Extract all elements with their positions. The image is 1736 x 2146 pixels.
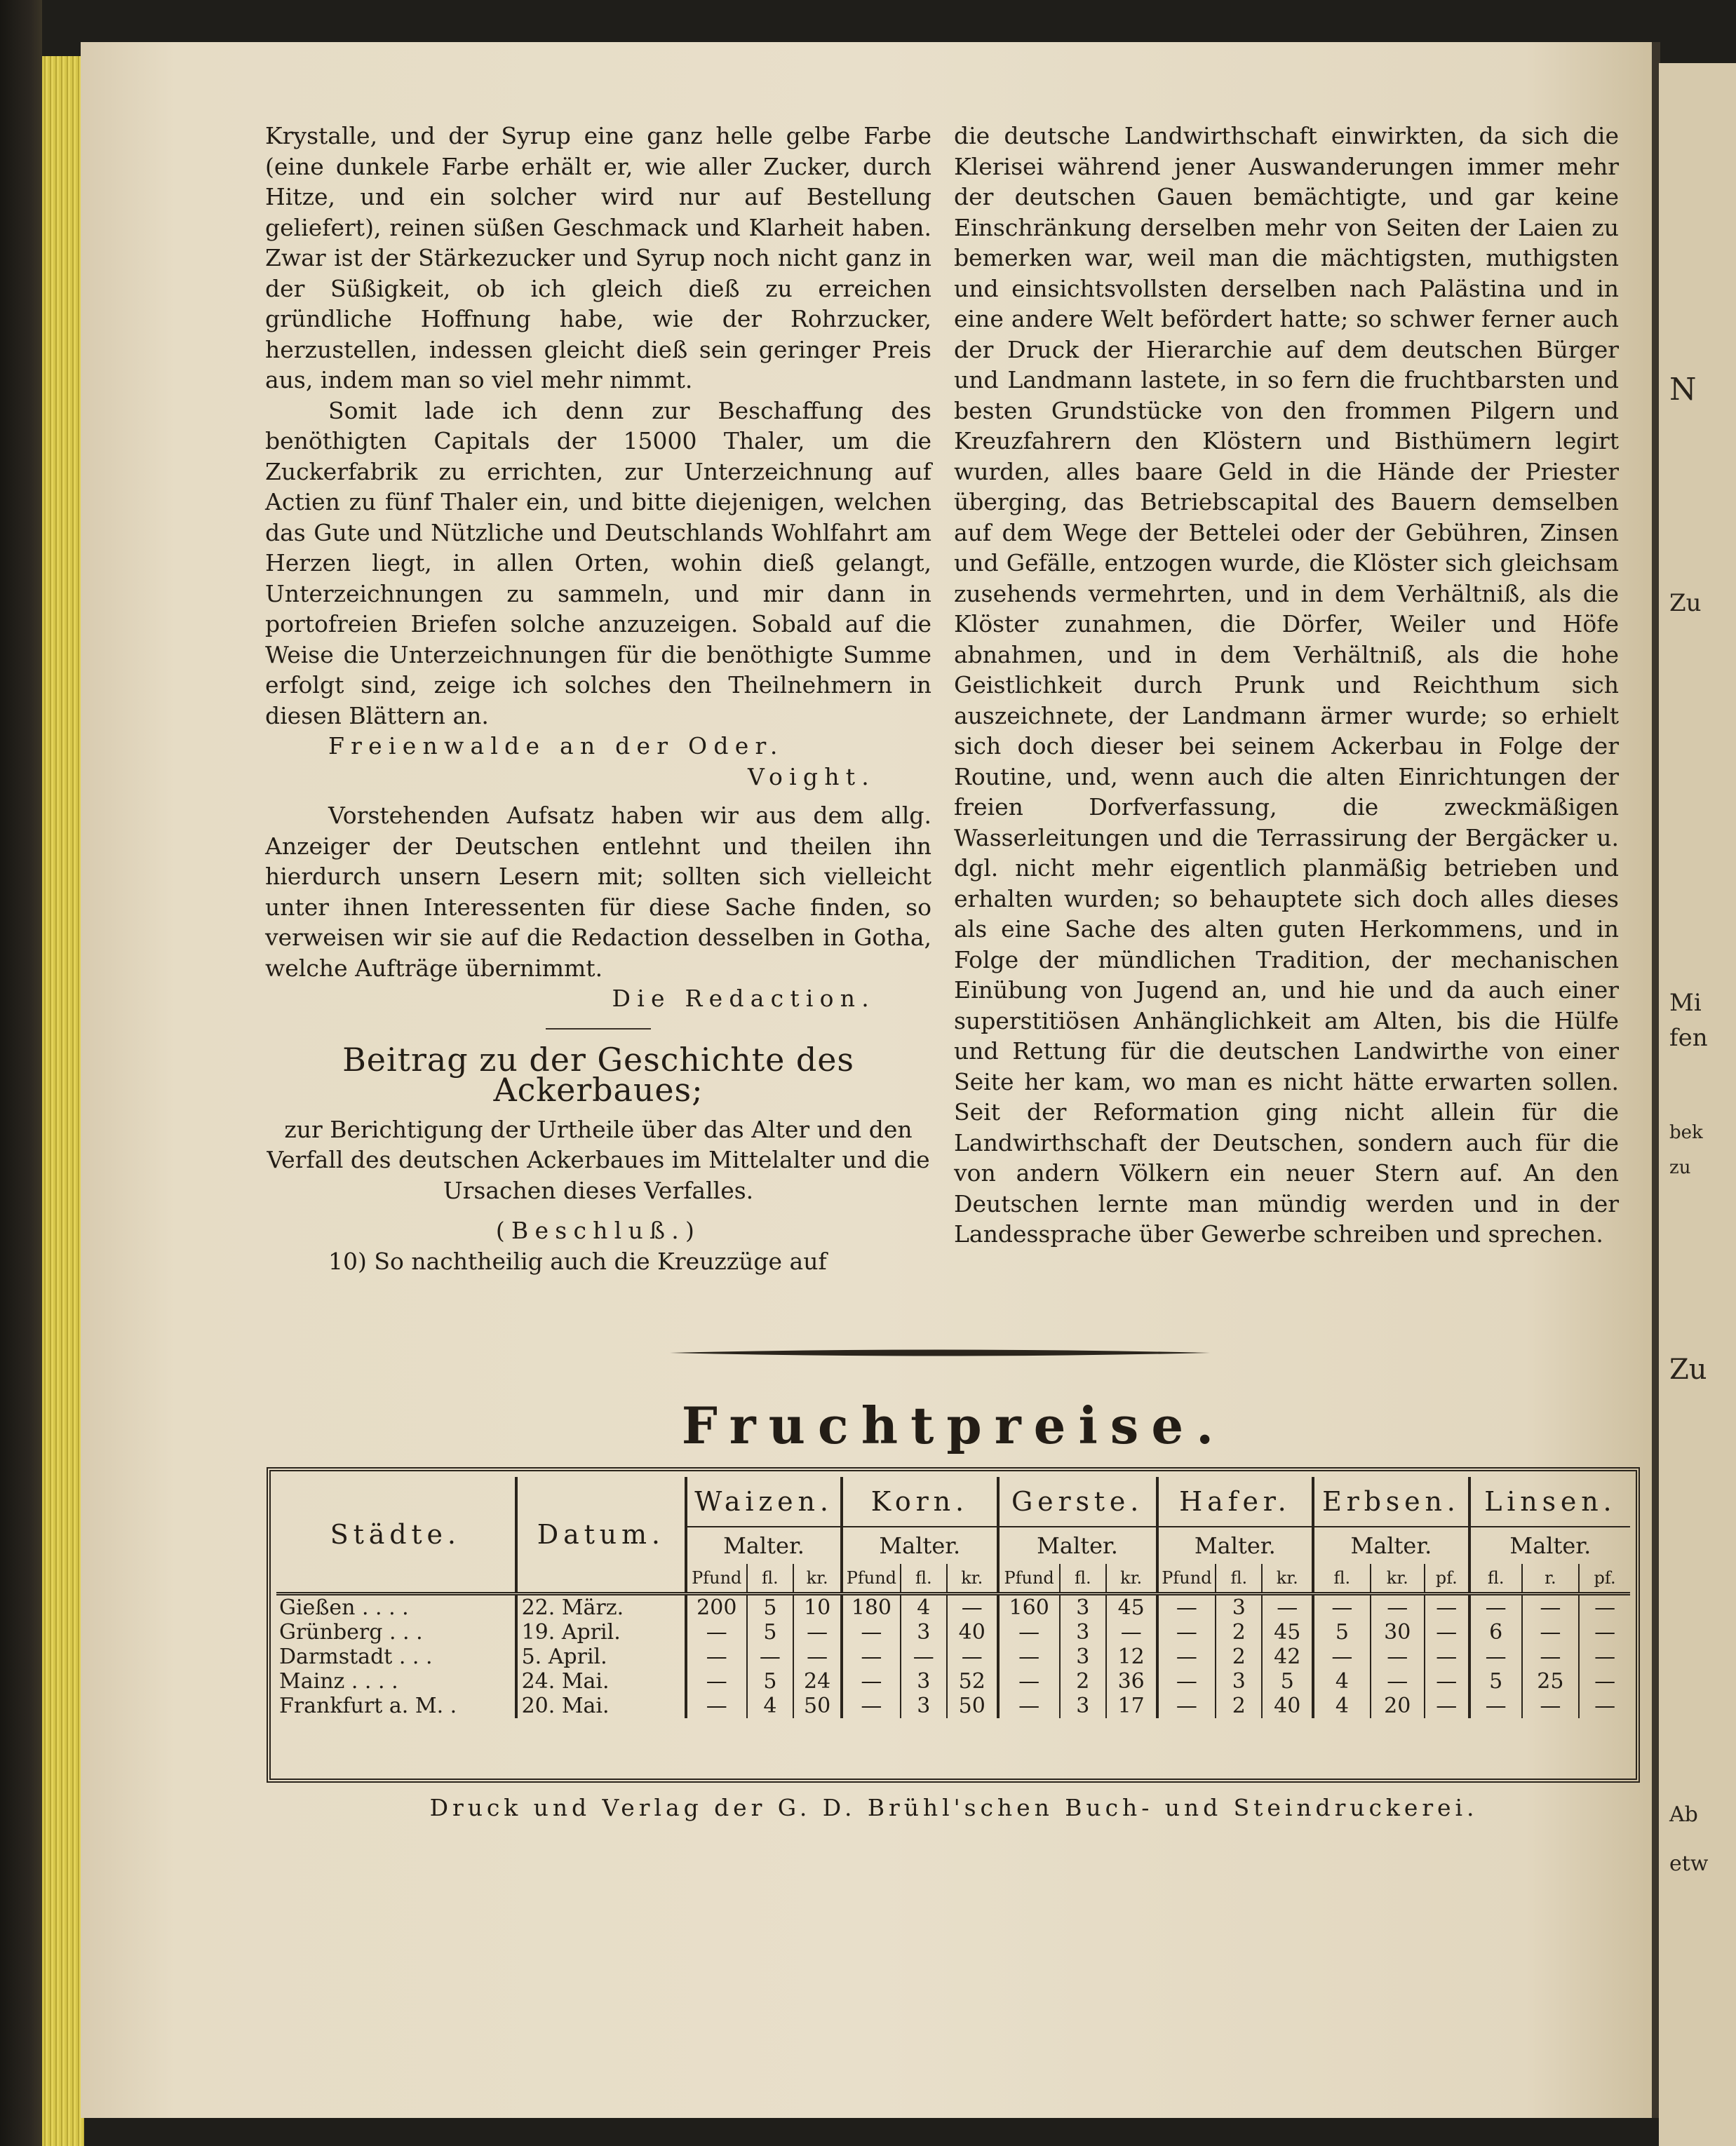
date-cell: 20. Mai. [516,1694,686,1718]
price-cell: — [1522,1620,1580,1645]
price-cell: 6 [1469,1620,1522,1645]
subheader: pf. [1425,1564,1469,1594]
price-cell: 3 [1060,1645,1106,1669]
prices-table [276,1477,1630,1718]
subheader: kr. [1106,1564,1157,1594]
price-cell: — [1313,1645,1371,1669]
header-unit: Malter. [998,1527,1157,1564]
price-cell: — [998,1620,1060,1645]
price-cell: 160 [998,1594,1060,1621]
header-unit: Malter. [686,1527,842,1564]
price-cell: 40 [1262,1694,1313,1718]
price-cell: 3 [1060,1594,1106,1621]
price-cell: — [1522,1645,1580,1669]
price-cell: — [1157,1620,1216,1645]
price-cell: — [947,1645,998,1669]
price-cell: 5 [1262,1669,1313,1694]
subheader: fl. [901,1564,947,1594]
price-cell: — [1579,1620,1630,1645]
price-cell: 4 [1313,1694,1371,1718]
editorial-note: Vorstehenden Aufsatz haben wir aus dem allg. Anzeiger der Deutschen entlehnt und theilen ihn hierdurch unsern Lesern mit; sollten sich vielleicht unter ihnen Interessenten für diese Sache finden, so verweisen wir sie auf die Redaction desselben in Gotha, welche Aufträge übernimmt. [265,802,931,982]
price-cell: 2 [1216,1620,1262,1645]
header-unit: Malter. [842,1527,998,1564]
price-cell: — [1469,1645,1522,1669]
price-cell: — [998,1694,1060,1718]
gilded-page-edge [42,56,84,2146]
price-cell: — [901,1645,947,1669]
place-line: Freienwalde an der Oder. [328,732,784,760]
price-cell: — [842,1669,901,1694]
header-grain: Gerste. [998,1477,1157,1527]
price-cell: 36 [1106,1669,1157,1694]
price-cell: — [686,1694,747,1718]
price-cell: 25 [1522,1669,1580,1694]
price-cell: 5 [1313,1620,1371,1645]
facing-page-fragment: N [1669,372,1697,407]
price-cell: — [686,1669,747,1694]
signature: Voight. [747,762,875,790]
header-grain: Waizen. [686,1477,842,1527]
price-cell: — [1579,1594,1630,1621]
price-cell: — [1157,1645,1216,1669]
subheader: kr. [1262,1564,1313,1594]
price-cell: 24 [793,1669,842,1694]
header-grain: Korn. [842,1477,998,1527]
subheader: Pfund [1157,1564,1216,1594]
city-cell: Gießen . . . . [276,1594,516,1621]
left-column [265,121,931,1276]
right-column [954,121,1619,1250]
editorial-signature: Die Redaction. [612,985,875,1012]
price-cell: 12 [1106,1645,1157,1669]
facing-page-fragment: Zu [1669,1354,1707,1386]
price-cell: — [1371,1669,1425,1694]
table-row [276,1645,1630,1669]
price-cell: 200 [686,1594,747,1621]
price-cell: — [1579,1694,1630,1718]
price-cell: — [1425,1669,1469,1694]
subheader: kr. [1371,1564,1425,1594]
date-cell: 5. April. [516,1645,686,1669]
header-date: Datum. [516,1477,686,1594]
header-unit: Malter. [1157,1527,1314,1564]
subheader: Pfund [998,1564,1060,1594]
date-cell: 24. Mai. [516,1669,686,1694]
price-cell: 3 [901,1669,947,1694]
price-cell: 30 [1371,1620,1425,1645]
price-cell: — [947,1594,998,1621]
price-cell: — [747,1645,794,1669]
subheader: fl. [747,1564,794,1594]
price-cell: — [1522,1594,1580,1621]
header-grain: Hafer. [1157,1477,1314,1527]
price-cell: 5 [747,1594,794,1621]
price-cell: 50 [947,1694,998,1718]
price-cell: 3 [1216,1594,1262,1621]
price-cell: — [1579,1669,1630,1694]
subheader: fl. [1216,1564,1262,1594]
facing-page-fragment: etw [1669,1851,1709,1876]
price-cell: — [998,1645,1060,1669]
facing-page-fragment: zu [1669,1157,1691,1178]
price-cell: 4 [901,1594,947,1621]
subheader: kr. [793,1564,842,1594]
header-cities: Städte. [330,1519,461,1550]
price-cell: 3 [901,1620,947,1645]
price-cell: — [1157,1669,1216,1694]
facing-page-fragment: Ab [1669,1802,1698,1827]
price-cell: 3 [1060,1694,1106,1718]
facing-page-fragment: fen [1669,1024,1708,1052]
price-cell: — [1425,1594,1469,1621]
prices-title: Fruchtpreise. [681,1396,1227,1455]
price-cell: — [1469,1594,1522,1621]
price-cell: 20 [1371,1694,1425,1718]
price-cell: 5 [747,1620,794,1645]
price-cell: — [1371,1645,1425,1669]
table-row [276,1594,1630,1621]
table-row [276,1694,1630,1718]
price-cell: — [1157,1694,1216,1718]
facing-page-fragment: Mi [1669,989,1702,1017]
price-rows [276,1594,1630,1719]
subheader: Pfund [842,1564,901,1594]
paragraph: Somit lade ich denn zur Beschaffung des benöthigten Capitals der 15000 Thaler, um die Zuckerfabrik zu errichten, zur Unterzeichnung auf Actien zu fünf Thaler ein, und bitte diejenigen, welchen das Gute und Nützliche und Deutschlands Wohlfahrt am Herzen liegt, in allen Orten, wohin dieß gelangt, Unterzeichnungen zu sammeln, und mir dann in portofreien Briefen solche anzuzeigen. Sobald auf die Weise die Unterzeichnungen für die benöthigte Summe erfolgt sind, zeige ich solches den Theilnehmern in diesen Blättern an. [265,396,931,729]
price-cell: 5 [1469,1669,1522,1694]
subheader: fl. [1060,1564,1106,1594]
conclusion-marker: (Beschluß.) [495,1217,701,1244]
date-cell: 22. März. [516,1594,686,1621]
city-cell: Frankfurt a. M. . [279,1694,457,1718]
subheader: pf. [1579,1564,1630,1594]
subheader: fl. [1469,1564,1522,1594]
price-cell: 2 [1060,1669,1106,1694]
price-cell: — [842,1645,901,1669]
imprint: Druck und Verlag der G. D. Brühl'schen Buch- und Steindruckerei. [429,1794,1479,1821]
price-cell: — [1157,1594,1216,1621]
table-row [276,1620,1630,1645]
header-unit: Malter. [1469,1527,1630,1564]
price-cell: — [686,1645,747,1669]
price-cell: — [1313,1594,1371,1621]
section-rule [546,1028,651,1030]
price-cell: — [1425,1620,1469,1645]
header-grain: Linsen. [1469,1477,1630,1527]
price-cell: 50 [793,1694,842,1718]
price-cell: 4 [747,1694,794,1718]
book-binding [0,0,42,2146]
city-cell: Grünberg . . . [279,1620,423,1645]
item-10: 10) So nachtheilig auch die Kreuzzüge auf [328,1247,827,1275]
price-cell: 4 [1313,1669,1371,1694]
subheader: Pfund [686,1564,747,1594]
price-cell: — [1522,1694,1580,1718]
table-row [276,1669,1630,1694]
price-cell: 40 [947,1620,998,1645]
price-cell: 3 [901,1694,947,1718]
ornamental-divider [670,1348,1210,1358]
facing-page-fragment: Zu [1669,589,1702,617]
subheader: r. [1522,1564,1580,1594]
price-cell: 3 [1216,1669,1262,1694]
price-cell: — [842,1694,901,1718]
price-cell: 45 [1106,1594,1157,1621]
facing-page-fragment: bek [1669,1122,1703,1143]
price-cell: — [998,1669,1060,1694]
paragraph: Krystalle, und der Syrup eine ganz helle gelbe Farbe (eine dunkele Farbe erhält er, wie aller Zucker, durch Hitze, und ein solcher wird nur auf Bestellung geliefert), reinen süßen Geschmack und Klarheit haben. Zwar ist der Stärkezucker und Syrup noch nicht ganz in der Süßigkeit, ob ich gleich dieß zu erreichen gründliche Hoffnung habe, wie der Rohrzucker, herzustellen, indessen gleicht dieß sein geringer Preis aus, indem man so viel mehr nimmt. [265,122,931,393]
price-cell: — [1262,1594,1313,1621]
price-cell: 3 [1060,1620,1106,1645]
price-cell: 42 [1262,1645,1313,1669]
price-cell: 2 [1216,1694,1262,1718]
date-cell: 19. April. [516,1620,686,1645]
prices-table-frame [267,1467,1640,1783]
city-cell: Mainz . . . . [279,1669,398,1694]
price-cell: — [793,1620,842,1645]
article-subheading: zur Berichtigung der Urtheile über das Alter und den Verfall des deutschen Ackerbaues im Mittelalter und die Ursachen dieses Verfalles. [267,1115,930,1204]
price-cell: — [1425,1645,1469,1669]
price-cell: — [1469,1694,1522,1718]
subheader: fl. [1313,1564,1371,1594]
price-cell: — [793,1645,842,1669]
price-cell: — [1371,1594,1425,1621]
price-cell: 180 [842,1594,901,1621]
header-grain: Erbsen. [1313,1477,1469,1527]
price-cell: — [842,1620,901,1645]
price-cell: 10 [793,1594,842,1621]
price-cell: — [1579,1645,1630,1669]
price-cell: 2 [1216,1645,1262,1669]
price-cell: — [1425,1694,1469,1718]
article-heading: Beitrag zu der Geschichte des Ackerbaues; [342,1040,854,1109]
price-cell: 52 [947,1669,998,1694]
price-cell: — [686,1620,747,1645]
header-unit: Malter. [1313,1527,1469,1564]
paragraph: die deutsche Landwirthschaft einwirkten, da sich die Klerisei während jener Auswanderungen immer mehr der deutschen Gauen bemächtigte, und gar keine Einschränkung derselben mehr von Seiten der Laien zu bemerken war, weil man die mächtigsten, muthigsten und einsichtsvollsten derselben nach Palästina und in eine andere Welt befördert hatte; so schwer ferner auch der Druck der Hierarchie auf dem deutschen Bürger und Landmann lastete, in so fern die fruchtbarsten und besten Grundstücke von den frommen Pilgern und Kreuzfahrern den Klöstern und Bisthümern legirt wurden, alles baare Geld in die Hände der Priester überging, das Betriebscapital des Bauern demselben auf dem Wege der Bettelei oder der Gebühren, Zinsen und Gefälle, entzogen wurde, die Klöster sich gleichsam zusehends vermehrten, und in dem Verhältniß, als die Klöster zunahmen, die Dörfer, Weiler und Höfe abnahmen, und in dem Verhältniß, als die hohe Geistlichkeit durch Prunk und Reichthum sich auszeichnete, der Landmann ärmer wurde; so erhielt sich doch dieser bei seinem Ackerbau in Folge der Routine, und, wenn auch die alten Einrichtungen der freien Dorfverfassung, die zweckmäßigen Wasserleitungen und die Terrassirung der Bergäcker u. dgl. nicht mehr eigentlich planmäßig betrieben und erhalten wurden; so behauptete sich doch alles dieses als eine Sache des alten guten Herkommens, und in Folge der mündlichen Tradition, der mechanischen Einübung von Jugend an, und hie und da auch einer superstitiösen Anhänglichkeit am Alten, bis die Hülfe und Rettung für die deutschen Landwirthe von einer Seite her kam, wo man es nicht hätte erwarten sollen. Seit der Reformation ging nicht allein für die Landwirthschaft der Deutschen, sondern auch für die von andern Völkern ein neuer Stern auf. An den Deutschen lernte man mündig werden und in der Landessprache über Gewerbe schreiben und sprechen. [954,122,1619,1248]
price-cell: 17 [1106,1694,1157,1718]
price-cell: 45 [1262,1620,1313,1645]
city-cell: Darmstadt . . . [279,1645,433,1669]
price-cell: 5 [747,1669,794,1694]
price-cell: — [1106,1620,1157,1645]
subheader: kr. [947,1564,998,1594]
